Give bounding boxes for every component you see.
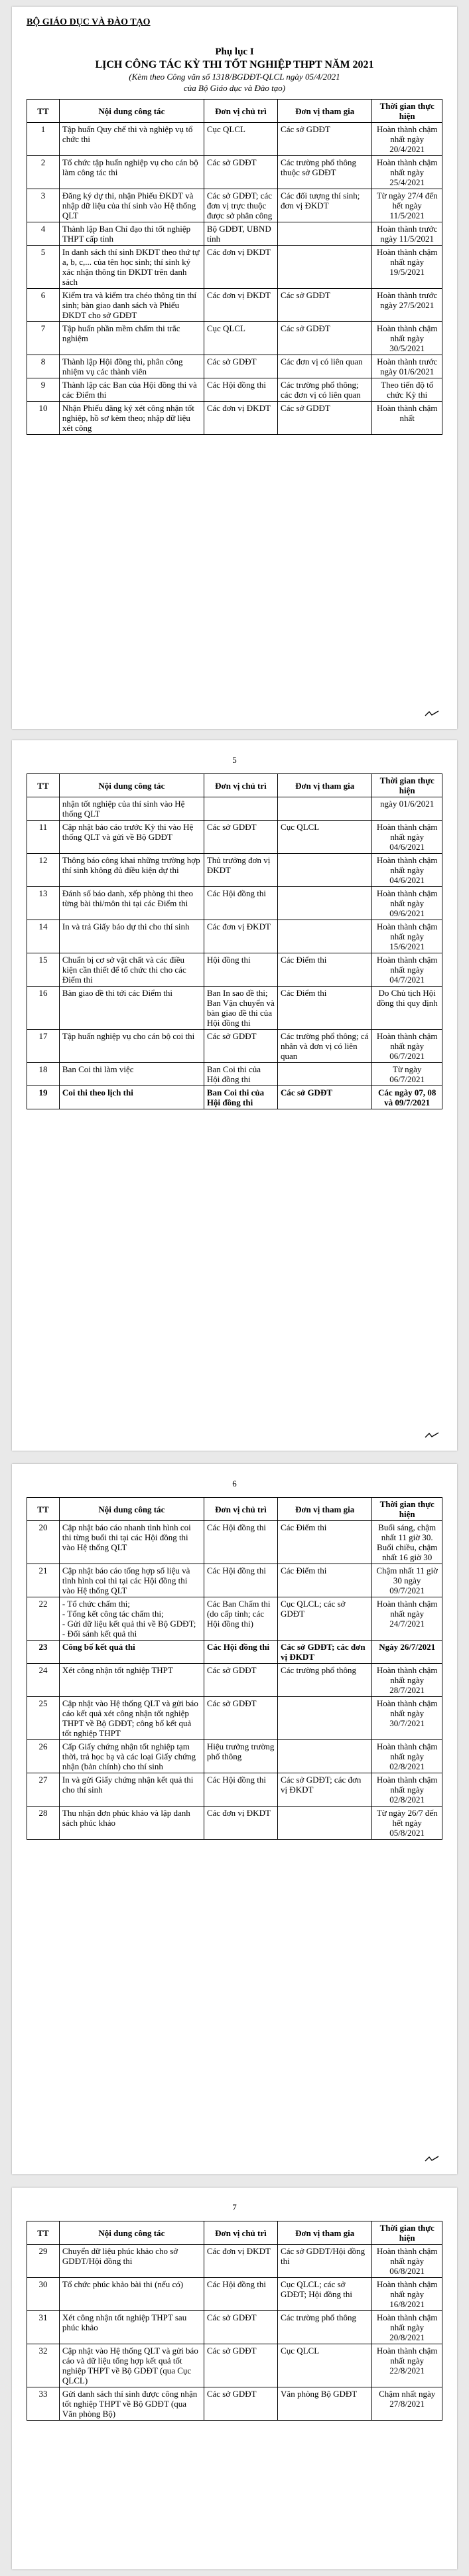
table-header-row	[27, 100, 442, 123]
lead-unit-cell: Các Hội đồng thi	[204, 1641, 277, 1664]
schedule-table	[27, 2221, 442, 2421]
deadline-cell: Buổi sáng, chậm nhất 11 giờ 30. Buổi chiều, chậm nhất 16 giờ 30	[372, 1521, 442, 1564]
column-header-lead: Đơn vị chủ trì	[204, 774, 277, 797]
table-row	[27, 987, 442, 1030]
table-row	[27, 246, 442, 289]
participant-unit-cell	[278, 1740, 372, 1773]
deadline-cell: Theo tiến độ tổ chức Kỳ thi	[372, 378, 442, 402]
deadline-cell: Do Chủ tịch Hội đồng thi quy định	[372, 987, 442, 1030]
table-row	[27, 1807, 442, 1840]
deadline-cell: Hoàn thành chậm nhất ngày 15/6/2021	[372, 920, 442, 953]
deadline-cell: Hoàn thành chậm nhất ngày 06/7/2021	[372, 1030, 442, 1063]
task-cell: Cập nhật vào Hệ thống QLT và gửi báo cáo kết quả xét công nhận tốt nghiệp THPT về Bộ GDĐT; công bố kết quả tốt nghiệp THPT	[59, 1697, 204, 1740]
column-header-task: Nội dung công tác	[59, 1498, 204, 1521]
table-row	[27, 1030, 442, 1063]
participant-unit-cell: Các đối tượng thí sinh; đơn vị ĐKDT	[278, 189, 372, 222]
participant-unit-cell	[278, 920, 372, 953]
column-header-participants: Đơn vị tham gia	[278, 2221, 372, 2245]
table-row	[27, 378, 442, 402]
row-number: 26	[27, 1740, 60, 1773]
table-row	[27, 2278, 442, 2311]
participant-unit-cell: Các trường phổ thông thuộc sở GDĐT	[278, 156, 372, 189]
table-row	[27, 821, 442, 854]
task-cell: Cập nhật bảo cáo trước Kỳ thi vào Hệ thống QLT và gửi về Bộ GDĐT	[59, 821, 204, 854]
table-header-row	[27, 2221, 442, 2245]
participant-unit-cell: Các sở GDĐT	[278, 402, 372, 435]
participant-unit-cell	[278, 887, 372, 920]
participant-unit-cell: Các sở GDĐT; các đơn vị ĐKDT	[278, 1641, 372, 1664]
lead-unit-cell: Các Hội đồng thi	[204, 1773, 277, 1807]
deadline-cell: Hoàn thành chậm nhất ngày 28/7/2021	[372, 1664, 442, 1697]
lead-unit-cell: Các Hội đồng thi	[204, 1521, 277, 1564]
table-row	[27, 1063, 442, 1086]
lead-unit-cell: Ban Coi thi của Hội đồng thi	[204, 1086, 277, 1109]
task-cell: - Tổ chức chấm thi; - Tổng kết công tác chấm thi; - Gửi dữ liệu kết quả thi về Bộ GDĐT; - Đối sánh kết quả thi	[59, 1597, 204, 1641]
participant-unit-cell: Cục QLCL; các sở GDĐT; Hội đồng thi	[278, 2278, 372, 2311]
table-row	[27, 289, 442, 322]
row-number: 17	[27, 1030, 60, 1063]
deadline-cell: Hoàn thành chậm nhất ngày 04/6/2021	[372, 821, 442, 854]
column-header-lead: Đơn vị chủ trì	[204, 2221, 277, 2245]
participant-unit-cell: Các trường phổ thông; các đơn vị có liên quan	[278, 378, 372, 402]
table-row	[27, 1740, 442, 1773]
deadline-cell: Hoàn thành chậm nhất ngày 09/6/2021	[372, 887, 442, 920]
column-header-tt: TT	[27, 1498, 60, 1521]
column-header-lead: Đơn vị chủ trì	[204, 1498, 277, 1521]
task-cell: Xét công nhận tốt nghiệp THPT	[59, 1664, 204, 1697]
task-cell: Tập huấn Quy chế thi và nghiệp vụ tổ chức thi	[59, 123, 204, 156]
lead-unit-cell: Các sở GDĐT	[204, 1664, 277, 1697]
deadline-cell: Từ ngày 27/4 đến hết ngày 11/5/2021	[372, 189, 442, 222]
initial-mark	[424, 2154, 440, 2164]
deadline-cell: Hoàn thành chậm nhất ngày 22/8/2021	[372, 2344, 442, 2387]
task-cell: Tập huấn phần mềm chấm thi trắc nghiệm	[59, 322, 204, 355]
row-number: 24	[27, 1664, 60, 1697]
deadline-cell: Từ ngày 06/7/2021	[372, 1063, 442, 1086]
document-page-3	[12, 1464, 457, 2174]
task-cell: Kiểm tra và kiểm tra chéo thông tin thí sinh; bàn giao danh sách và Phiếu ĐKDT cho sở GDĐT	[59, 289, 204, 322]
participant-unit-cell: Cục QLCL; các sở GDĐT	[278, 1597, 372, 1641]
lead-unit-cell: Hiệu trưởng trường phổ thông	[204, 1740, 277, 1773]
lead-unit-cell: Thủ trưởng đơn vị ĐKDT	[204, 854, 277, 887]
row-number: 1	[27, 123, 60, 156]
participant-unit-cell	[278, 797, 372, 821]
participant-unit-cell: Văn phòng Bộ GDĐT	[278, 2387, 372, 2421]
row-number: 21	[27, 1564, 60, 1597]
lead-unit-cell: Các sở GDĐT	[204, 355, 277, 378]
row-number: 5	[27, 246, 60, 289]
deadline-cell: Hoàn thành chậm nhất ngày 02/8/2021	[372, 1773, 442, 1807]
lead-unit-cell: Các đơn vị ĐKDT	[204, 402, 277, 435]
participant-unit-cell: Các trường phổ thông	[278, 1664, 372, 1697]
task-cell: In và trả Giấy báo dự thi cho thí sinh	[59, 920, 204, 953]
appendix-label: Phụ lục I	[215, 46, 254, 57]
deadline-cell: Hoàn thành chậm nhất ngày 19/5/2021	[372, 246, 442, 289]
participant-unit-cell: Các đơn vị có liên quan	[278, 355, 372, 378]
participant-unit-cell: Các Điểm thi	[278, 1564, 372, 1597]
page-number: 7	[232, 2202, 237, 2212]
lead-unit-cell: Các Hội đồng thi	[204, 1564, 277, 1597]
initial-mark	[424, 709, 440, 718]
table-row	[27, 2311, 442, 2344]
column-header-time: Thời gian thực hiện	[372, 100, 442, 123]
participant-unit-cell	[278, 222, 372, 246]
deadline-cell: Hoàn thành chậm nhất ngày 04/6/2021	[372, 854, 442, 887]
task-cell: nhận tốt nghiệp của thí sinh vào Hệ thống QLT	[59, 797, 204, 821]
deadline-cell: Ngày 26/7/2021	[372, 1641, 442, 1664]
lead-unit-cell: Các sở GDĐT	[204, 821, 277, 854]
table-row	[27, 2387, 442, 2421]
row-number: 33	[27, 2387, 60, 2421]
task-cell: Chuẩn bị cơ sở vật chất và các điều kiện cần thiết để tổ chức thi cho các Điểm thi	[59, 953, 204, 987]
lead-unit-cell	[204, 797, 277, 821]
participant-unit-cell: Cục QLCL	[278, 2344, 372, 2387]
lead-unit-cell: Các sở GDĐT	[204, 1697, 277, 1740]
lead-unit-cell: Các sở GDĐT	[204, 2344, 277, 2387]
table-row	[27, 222, 442, 246]
table-row	[27, 1773, 442, 1807]
participant-unit-cell: Các trường phổ thông; cá nhân và đơn vị có liên quan	[278, 1030, 372, 1063]
participant-unit-cell: Các trường phổ thông	[278, 2311, 372, 2344]
deadline-cell: Hoàn thành trước ngày 01/6/2021	[372, 355, 442, 378]
column-header-task: Nội dung công tác	[59, 100, 204, 123]
document-page-2	[12, 740, 457, 1451]
deadline-cell: Hoàn thành chậm nhất ngày 20/8/2021	[372, 2311, 442, 2344]
ministry-name: BỘ GIÁO DỤC VÀ ĐÀO TẠO	[27, 17, 151, 27]
participant-unit-cell	[278, 854, 372, 887]
table-row	[27, 1641, 442, 1664]
task-cell: Công bố kết quả thi	[59, 1641, 204, 1664]
table-row	[27, 156, 442, 189]
participant-unit-cell	[278, 1697, 372, 1740]
deadline-cell: Từ ngày 26/7 đến hết ngày 05/8/2021	[372, 1807, 442, 1840]
document-page-1	[12, 7, 457, 729]
column-header-time: Thời gian thực hiện	[372, 774, 442, 797]
deadline-cell: Hoàn thành trước ngày 11/5/2021	[372, 222, 442, 246]
document-subtitle-line2: của Bộ Giáo dục và Đào tạo)	[183, 83, 286, 93]
lead-unit-cell: Các đơn vị ĐKDT	[204, 1807, 277, 1840]
column-header-participants: Đơn vị tham gia	[278, 774, 372, 797]
task-cell: Bàn giao đề thi tới các Điểm thi	[59, 987, 204, 1030]
table-row	[27, 887, 442, 920]
column-header-lead: Đơn vị chủ trì	[204, 100, 277, 123]
table-row	[27, 1697, 442, 1740]
row-number: 31	[27, 2311, 60, 2344]
participant-unit-cell	[278, 246, 372, 289]
row-number: 22	[27, 1597, 60, 1641]
lead-unit-cell: Các Hội đồng thi	[204, 2278, 277, 2311]
task-cell: Đánh số báo danh, xếp phòng thi theo từng bài thi/môn thi tại các Điểm thi	[59, 887, 204, 920]
row-number: 14	[27, 920, 60, 953]
lead-unit-cell: Các đơn vị ĐKDT	[204, 2245, 277, 2278]
column-header-tt: TT	[27, 2221, 60, 2245]
column-header-time: Thời gian thực hiện	[372, 1498, 442, 1521]
task-cell: In và gửi Giấy chứng nhận kết quả thi cho thí sinh	[59, 1773, 204, 1807]
column-header-participants: Đơn vị tham gia	[278, 1498, 372, 1521]
lead-unit-cell: Các Hội đồng thi	[204, 378, 277, 402]
lead-unit-cell: Cục QLCL	[204, 322, 277, 355]
row-number: 13	[27, 887, 60, 920]
deadline-cell: Hoàn thành chậm nhất ngày 04/7/2021	[372, 953, 442, 987]
row-number: 9	[27, 378, 60, 402]
row-number: 20	[27, 1521, 60, 1564]
lead-unit-cell: Cục QLCL	[204, 123, 277, 156]
deadline-cell: Các ngày 07, 08 và 09/7/2021	[372, 1086, 442, 1109]
deadline-cell: Hoàn thành chậm nhất ngày 24/7/2021	[372, 1597, 442, 1641]
task-cell: Thành lập Ban Chỉ đạo thi tốt nghiệp THPT cấp tỉnh	[59, 222, 204, 246]
task-cell: Gửi danh sách thí sinh được công nhận tốt nghiệp THPT về Bộ GDĐT (qua Văn phòng Bộ)	[59, 2387, 204, 2421]
table-row	[27, 797, 442, 821]
table-row	[27, 1086, 442, 1109]
lead-unit-cell: Bộ GDĐT, UBND tỉnh	[204, 222, 277, 246]
row-number: 12	[27, 854, 60, 887]
table-row	[27, 2344, 442, 2387]
lead-unit-cell: Các Hội đồng thi	[204, 887, 277, 920]
participant-unit-cell	[278, 1807, 372, 1840]
task-cell: Thành lập Hội đồng thi, phân công nhiệm vụ các thành viên	[59, 355, 204, 378]
row-number: 2	[27, 156, 60, 189]
column-header-task: Nội dung công tác	[59, 774, 204, 797]
table-row	[27, 1597, 442, 1641]
table-row	[27, 1564, 442, 1597]
lead-unit-cell: Các đơn vị ĐKDT	[204, 246, 277, 289]
row-number	[27, 797, 60, 821]
document-subtitle-line1: (Kèm theo Công văn số 1318/BGDĐT-QLCL ngày 05/4/2021	[129, 72, 340, 82]
participant-unit-cell	[278, 1063, 372, 1086]
table-row	[27, 123, 442, 156]
row-number: 29	[27, 2245, 60, 2278]
table-row	[27, 189, 442, 222]
task-cell: Cập nhật báo cáo nhanh tình hình coi thi từng buổi thi tại các Hội đồng thi vào Hệ thống QLT	[59, 1521, 204, 1564]
participant-unit-cell: Các Điểm thi	[278, 1521, 372, 1564]
row-number: 8	[27, 355, 60, 378]
table-row	[27, 953, 442, 987]
row-number: 19	[27, 1086, 60, 1109]
lead-unit-cell: Các đơn vị ĐKDT	[204, 289, 277, 322]
lead-unit-cell: Các sở GDĐT	[204, 2387, 277, 2421]
row-number: 25	[27, 1697, 60, 1740]
task-cell: Tổ chức phúc khảo bài thi (nếu có)	[59, 2278, 204, 2311]
task-cell: Thành lập các Ban của Hội đồng thi và các Điểm thi	[59, 378, 204, 402]
participant-unit-cell: Các sở GDĐT	[278, 123, 372, 156]
participant-unit-cell: Các sở GDĐT	[278, 1086, 372, 1109]
column-header-tt: TT	[27, 774, 60, 797]
task-cell: Tập huấn nghiệp vụ cho cán bộ coi thi	[59, 1030, 204, 1063]
column-header-tt: TT	[27, 100, 60, 123]
deadline-cell: Hoàn thành chậm nhất ngày 30/7/2021	[372, 1697, 442, 1740]
row-number: 27	[27, 1773, 60, 1807]
lead-unit-cell: Các sở GDĐT	[204, 156, 277, 189]
row-number: 10	[27, 402, 60, 435]
column-header-participants: Đơn vị tham gia	[278, 100, 372, 123]
row-number: 11	[27, 821, 60, 854]
task-cell: Thu nhận đơn phúc khảo và lập danh sách phúc khảo	[59, 1807, 204, 1840]
lead-unit-cell: Ban Coi thi của Hội đồng thi	[204, 1063, 277, 1086]
schedule-table	[27, 99, 442, 435]
task-cell: In danh sách thí sinh ĐKDT theo thứ tự a, b, c,... của tên học sinh; thí sinh ký xác nhận thông tin ĐKDT trên danh sách	[59, 246, 204, 289]
row-number: 18	[27, 1063, 60, 1086]
row-number: 30	[27, 2278, 60, 2311]
deadline-cell: Hoàn thành trước ngày 27/5/2021	[372, 289, 442, 322]
row-number: 28	[27, 1807, 60, 1840]
deadline-cell: Hoàn thành chậm nhất ngày 20/4/2021	[372, 123, 442, 156]
task-cell: Cập nhật báo cáo tổng hợp số liệu và tình hình coi thi tại các Hội đồng thi vào Hệ thống QLT	[59, 1564, 204, 1597]
initial-mark	[424, 1431, 440, 1440]
row-number: 32	[27, 2344, 60, 2387]
task-cell: Cấp Giấy chứng nhận tốt nghiệp tạm thời, trả học bạ và các loại Giấy chứng nhận (bản chính) cho thí sinh	[59, 1740, 204, 1773]
deadline-cell: Hoàn thành chậm nhất ngày 16/8/2021	[372, 2278, 442, 2311]
participant-unit-cell: Các sở GDĐT	[278, 322, 372, 355]
row-number: 16	[27, 987, 60, 1030]
task-cell: Đăng ký dự thi, nhận Phiếu ĐKDT và nhập dữ liệu của thí sinh vào Hệ thống QLT	[59, 189, 204, 222]
lead-unit-cell: Các sở GDĐT	[204, 2311, 277, 2344]
table-header-row	[27, 1498, 442, 1521]
document-title: LỊCH CÔNG TÁC KỲ THI TỐT NGHIỆP THPT NĂM 2021	[95, 59, 374, 70]
task-cell: Tổ chức tập huấn nghiệp vụ cho cán bộ làm công tác thi	[59, 156, 204, 189]
participant-unit-cell: Các Điểm thi	[278, 987, 372, 1030]
row-number: 15	[27, 953, 60, 987]
table-row	[27, 1664, 442, 1697]
participant-unit-cell: Cục QLCL	[278, 821, 372, 854]
schedule-table	[27, 1497, 442, 1840]
deadline-cell: Chậm nhất ngày 27/8/2021	[372, 2387, 442, 2421]
participant-unit-cell: Các sở GDĐT	[278, 289, 372, 322]
page-number: 6	[232, 1479, 237, 1489]
lead-unit-cell: Các sở GDĐT; các đơn vị trực thuộc được sở phân công	[204, 189, 277, 222]
task-cell: Cập nhật vào Hệ thống QLT và gửi báo cáo và dữ liệu tổng hợp kết quả tốt nghiệp THPT về Bộ GDĐT (qua Cục QLCL)	[59, 2344, 204, 2387]
row-number: 23	[27, 1641, 60, 1664]
task-cell: Xét công nhận tốt nghiệp THPT sau phúc khảo	[59, 2311, 204, 2344]
participant-unit-cell: Các Điểm thi	[278, 953, 372, 987]
document-page-4	[12, 2188, 457, 2569]
table-row	[27, 854, 442, 887]
lead-unit-cell: Các đơn vị ĐKDT	[204, 920, 277, 953]
task-cell: Ban Coi thi làm việc	[59, 1063, 204, 1086]
table-row	[27, 2245, 442, 2278]
deadline-cell: Hoàn thành chậm nhất ngày 06/8/2021	[372, 2245, 442, 2278]
page-number: 5	[232, 755, 237, 765]
table-row	[27, 1521, 442, 1564]
table-row	[27, 322, 442, 355]
task-cell: Coi thi theo lịch thi	[59, 1086, 204, 1109]
task-cell: Chuyển dữ liệu phúc khảo cho sở GDĐT/Hội đồng thi	[59, 2245, 204, 2278]
table-row	[27, 355, 442, 378]
table-row	[27, 402, 442, 435]
column-header-time: Thời gian thực hiện	[372, 2221, 442, 2245]
lead-unit-cell: Ban In sao đề thi; Ban Vận chuyển và bàn giao đề thi của Hội đồng thi	[204, 987, 277, 1030]
deadline-cell: Hoàn thành chậm nhất ngày 30/5/2021	[372, 322, 442, 355]
task-cell: Thông báo công khai những trường hợp thí sinh không đủ điều kiện dự thi	[59, 854, 204, 887]
row-number: 6	[27, 289, 60, 322]
schedule-table	[27, 773, 442, 1109]
deadline-cell: Hoàn thành chậm nhất ngày 02/8/2021	[372, 1740, 442, 1773]
row-number: 3	[27, 189, 60, 222]
lead-unit-cell: Các sở GDĐT	[204, 1030, 277, 1063]
deadline-cell: Hoàn thành chậm nhất	[372, 402, 442, 435]
row-number: 7	[27, 322, 60, 355]
row-number: 4	[27, 222, 60, 246]
deadline-cell: Chậm nhất 11 giờ 30 ngày 09/7/2021	[372, 1564, 442, 1597]
lead-unit-cell: Hội đồng thi	[204, 953, 277, 987]
lead-unit-cell: Các Ban Chấm thi (do cấp tỉnh; các Hội đồng thi)	[204, 1597, 277, 1641]
column-header-task: Nội dung công tác	[59, 2221, 204, 2245]
deadline-cell: Hoàn thành chậm nhất ngày 25/4/2021	[372, 156, 442, 189]
table-header-row	[27, 774, 442, 797]
participant-unit-cell: Các sở GDĐT/Hội đồng thi	[278, 2245, 372, 2278]
task-cell: Nhận Phiếu đăng ký xét công nhận tốt nghiệp, hồ sơ kèm theo; nhập dữ liệu xét công	[59, 402, 204, 435]
participant-unit-cell: Các sở GDĐT; các đơn vị ĐKDT	[278, 1773, 372, 1807]
deadline-cell: ngày 01/6/2021	[372, 797, 442, 821]
table-row	[27, 920, 442, 953]
